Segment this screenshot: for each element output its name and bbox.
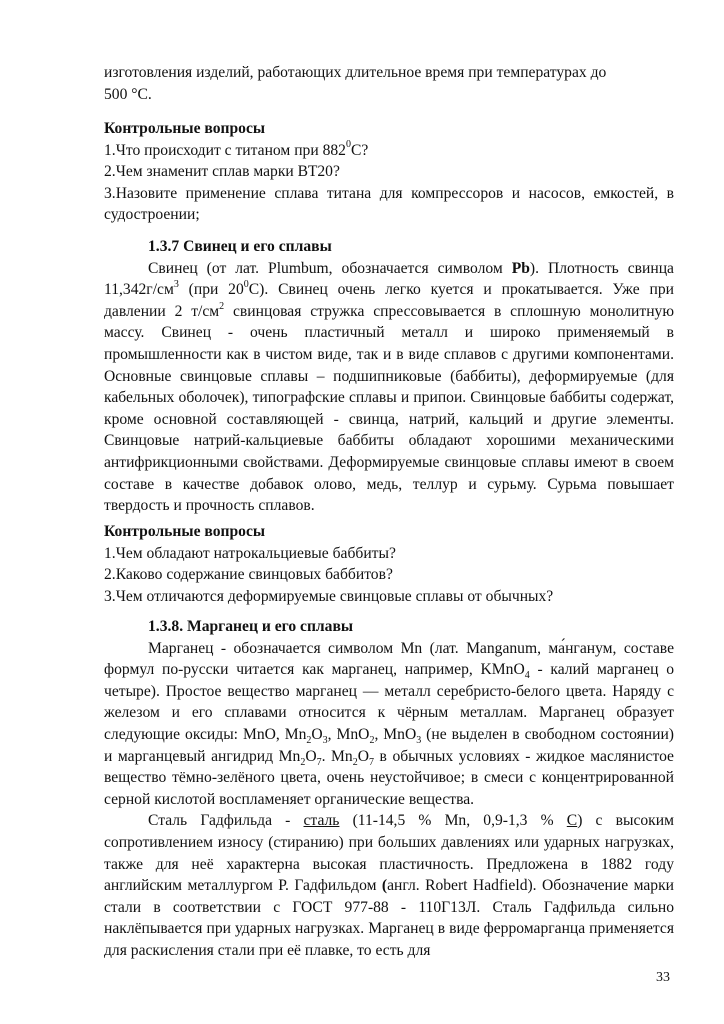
section-heading: 1.3.8. Марганец и его сплавы bbox=[148, 618, 354, 635]
intro-paragraph bbox=[104, 62, 674, 105]
page-number: 33 bbox=[656, 970, 670, 985]
section-1-3-8 bbox=[104, 616, 674, 962]
section-paragraph: Свинец (от лат. Plumbum, обозначается символом Pb). Плотность свинца $11,342г/см^3$ (при $20^0С$). Свинец очень легко куется и прокатывается. Уже при давлении 2 $т/см^2$ свинцовая стружка спрессовывается в сплошную монолитную массу. Свинец - очень пластичный металл и широко применяемый в промышленности как в чистом виде, так и в виде сплавов с другими компонентами. Основные свинцовые сплавы – подшипниковые (баббиты), деформируемые (для кабельных оболочек), типографские сплавы и припои. Свинцовые баббиты содержат, кроме основной составляющей - свинца, натрий, кальций и другие элементы. Свинцовые натрий-кальциевые баббиты обладают хорошими механическими антифрикционными свойствами. Деформируемые свинцовые сплавы имеют в своем составе в качестве добавок олово, медь, теллур и сурьму. Сурьма повышает твердость и прочность сплавов. bbox=[104, 259, 675, 515]
control-questions-heading: Контрольные вопросы bbox=[104, 120, 266, 137]
question-item: 2.Каково содержание свинцовых баббитов? bbox=[104, 566, 393, 584]
section-paragraph: Сталь Гадфильда - сталь (11-14,5 % Mn, 0,9-1,3 % С) с высоким сопротивлением износу (стиранию) при больших давлениях или ударных нагрузках, также для неё характерна высокая пластичность. Предложена в 1882 году английским металлургом Р. Гадфильдом (англ. Robert Hadfield). Обозначение марки стали в соответствии с ГОСТ 977-88 - 110Г13Л. Сталь Гадфильда сильно наклёпывается при ударных нагрузках. Марганец в виде ферромарганца применяется для раскисления стали при её плавке, то есть для bbox=[104, 812, 674, 959]
question-item: 1.Что происходит с титаном при $882^0С$? bbox=[104, 139, 369, 159]
steel-link[interactable]: сталь bbox=[303, 812, 340, 830]
question-item: 2.Чем знаменит сплав марки ВТ20? bbox=[104, 163, 340, 181]
section-paragraph: Марганец - обозначается символом Mn (лат. Manganum, ма́нганум, составе формул по-русски читается как марганец, например, KMnO$_4$ - калий марганец о четыре). Простое вещество марганец — металл серебристо-белого цвета. Наряду с железом и его сплавами относится к чёрным металлам. Марганец образует следующие оксиды: MnO, $Mn_2O_3$, MnO$_2$, MnO$_3$ (не выделен в свободном состоянии) и марганцевый ангидрид $Mn_2O_7$. $Mn_2O_7$ в обычных условиях - жидкое маслянистое вещество тёмно-зелёного цвета, очень неустойчивое; в смеси с концентрированной серной кислотой воспламеняет органические вещества. bbox=[104, 639, 674, 808]
section-heading: 1.3.7 Свинец и его сплавы bbox=[148, 238, 332, 255]
control-questions-1 bbox=[104, 118, 674, 226]
question-item: 1.Чем обладают натрокальциевые баббиты? bbox=[104, 544, 396, 562]
carbon-link[interactable]: С bbox=[566, 812, 578, 830]
question-item: 3.Чем отличаются деформируемые свинцовые сплавы от обычных? bbox=[104, 587, 554, 605]
control-questions-2 bbox=[104, 521, 674, 607]
control-questions-heading: Контрольные вопросы bbox=[104, 523, 266, 540]
section-1-3-7 bbox=[104, 236, 674, 517]
question-item: 3.Назовите применение сплава титана для компрессоров и насосов, емкостей, в судостроении; bbox=[104, 184, 674, 224]
intro-line-1: изготовления изделий, работающих длительное время при температурах до bbox=[104, 64, 607, 81]
intro-line-2: 500 °С. bbox=[104, 85, 152, 103]
